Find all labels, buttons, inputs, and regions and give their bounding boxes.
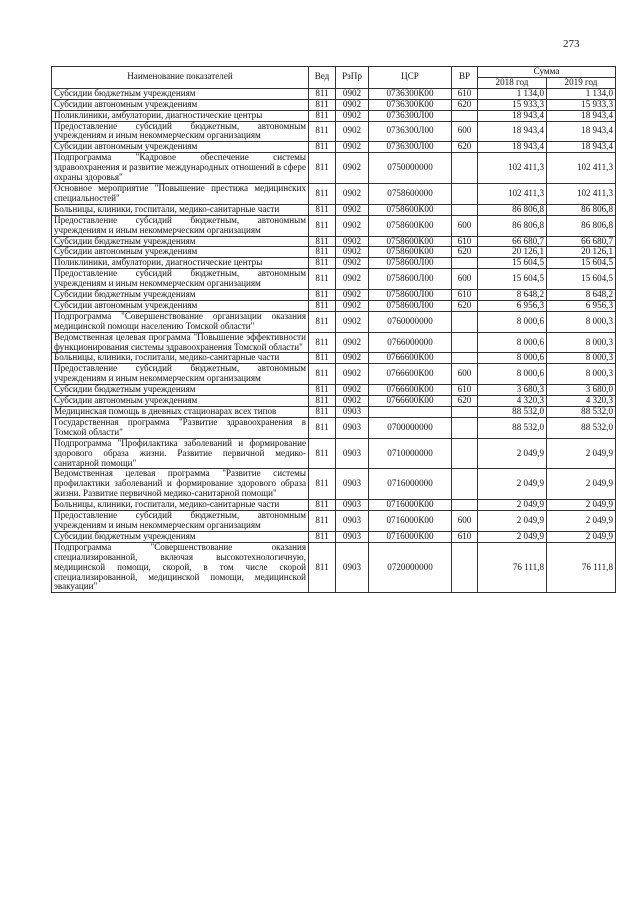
row-sum-2019: 18 943,4 bbox=[547, 110, 616, 121]
row-rzpr: 0902 bbox=[336, 247, 369, 258]
row-ved: 811 bbox=[309, 469, 336, 500]
row-sum-2018: 86 806,8 bbox=[478, 204, 547, 215]
row-rzpr: 0903 bbox=[336, 417, 369, 438]
row-name: Ведомственная целевая программа "Развитие системы профилактики заболеваний и формирование здорового образа жизни. Развитие первичной медико-санитарной помощи" bbox=[52, 469, 309, 500]
row-vr: 620 bbox=[452, 300, 478, 311]
row-ved: 811 bbox=[309, 142, 336, 153]
row-sum-2019: 15 604,5 bbox=[547, 269, 616, 290]
header-name: Наименование показателей bbox=[52, 67, 309, 89]
row-ved: 811 bbox=[309, 438, 336, 469]
row-vr bbox=[452, 332, 478, 353]
row-rzpr: 0903 bbox=[336, 469, 369, 500]
row-rzpr: 0902 bbox=[336, 300, 369, 311]
row-ved: 811 bbox=[309, 353, 336, 364]
row-sum-2018: 1 134,0 bbox=[478, 88, 547, 99]
row-sum-2018: 2 049,9 bbox=[478, 531, 547, 542]
row-vr bbox=[452, 469, 478, 500]
row-name: Больницы, клиники, госпитали, медико-санитарные части bbox=[52, 500, 309, 511]
row-sum-2018: 6 956,3 bbox=[478, 300, 547, 311]
row-vr bbox=[452, 353, 478, 364]
table-row bbox=[52, 500, 616, 511]
table-row bbox=[52, 511, 616, 532]
row-name: Субсидии автономным учреждениям bbox=[52, 300, 309, 311]
row-name: Субсидии бюджетным учреждениям bbox=[52, 385, 309, 396]
table-row bbox=[52, 364, 616, 385]
row-sum-2018: 102 411,3 bbox=[478, 153, 547, 184]
row-csr: 0766000000 bbox=[369, 332, 452, 353]
row-ved: 811 bbox=[309, 236, 336, 247]
row-csr: 0758600Л00 bbox=[369, 290, 452, 301]
row-vr: 600 bbox=[452, 511, 478, 532]
row-ved: 811 bbox=[309, 531, 336, 542]
row-sum-2019: 88 532,0 bbox=[547, 407, 616, 418]
row-name: Поликлиники, амбулатории, диагностические центры bbox=[52, 110, 309, 121]
row-sum-2019: 8 000,3 bbox=[547, 311, 616, 332]
row-name: Субсидии бюджетным учреждениям bbox=[52, 88, 309, 99]
table-row bbox=[52, 183, 616, 204]
row-ved: 811 bbox=[309, 99, 336, 110]
table-row bbox=[52, 110, 616, 121]
row-sum-2019: 1 134,0 bbox=[547, 88, 616, 99]
row-ved: 811 bbox=[309, 364, 336, 385]
row-ved: 811 bbox=[309, 542, 336, 593]
row-sum-2019: 20 126,1 bbox=[547, 247, 616, 258]
row-rzpr: 0902 bbox=[336, 269, 369, 290]
row-sum-2019: 2 049,9 bbox=[547, 500, 616, 511]
row-sum-2018: 20 126,1 bbox=[478, 247, 547, 258]
row-sum-2018: 15 604,5 bbox=[478, 269, 547, 290]
row-vr bbox=[452, 153, 478, 184]
row-csr: 0736300К00 bbox=[369, 99, 452, 110]
row-rzpr: 0903 bbox=[336, 438, 369, 469]
row-name: Больницы, клиники, госпитали, медико-санитарные части bbox=[52, 353, 309, 364]
row-ved: 811 bbox=[309, 215, 336, 236]
table-row bbox=[52, 88, 616, 99]
row-sum-2019: 76 111,8 bbox=[547, 542, 616, 593]
table-row bbox=[52, 142, 616, 153]
row-ved: 811 bbox=[309, 407, 336, 418]
row-rzpr: 0902 bbox=[336, 396, 369, 407]
header-vr: ВР bbox=[452, 67, 478, 89]
table-row bbox=[52, 332, 616, 353]
row-sum-2019: 2 049,9 bbox=[547, 511, 616, 532]
row-csr: 0766600К00 bbox=[369, 364, 452, 385]
row-csr: 0750000000 bbox=[369, 153, 452, 184]
row-vr bbox=[452, 407, 478, 418]
row-sum-2019: 8 000,3 bbox=[547, 364, 616, 385]
row-csr bbox=[369, 407, 452, 418]
row-rzpr: 0902 bbox=[336, 311, 369, 332]
row-rzpr: 0902 bbox=[336, 236, 369, 247]
row-ved: 811 bbox=[309, 396, 336, 407]
row-name: Предоставление субсидий бюджетным, автономным учреждениям и иным некоммерческим организациям bbox=[52, 511, 309, 532]
row-ved: 811 bbox=[309, 290, 336, 301]
row-csr: 0710000000 bbox=[369, 438, 452, 469]
table-body bbox=[52, 88, 616, 593]
row-sum-2019: 88 532,0 bbox=[547, 417, 616, 438]
row-sum-2019: 18 943,4 bbox=[547, 121, 616, 142]
row-sum-2018: 18 943,4 bbox=[478, 110, 547, 121]
header-year-2018: 2018 год bbox=[478, 77, 547, 88]
row-csr: 0716000К00 bbox=[369, 511, 452, 532]
row-vr: 620 bbox=[452, 247, 478, 258]
row-csr: 0758600000 bbox=[369, 183, 452, 204]
row-name: Субсидии автономным учреждениям bbox=[52, 396, 309, 407]
row-sum-2018: 66 680,7 bbox=[478, 236, 547, 247]
row-vr: 610 bbox=[452, 290, 478, 301]
row-ved: 811 bbox=[309, 385, 336, 396]
row-name: Субсидии бюджетным учреждениям bbox=[52, 531, 309, 542]
row-ved: 811 bbox=[309, 511, 336, 532]
table-row bbox=[52, 407, 616, 418]
row-rzpr: 0902 bbox=[336, 364, 369, 385]
row-sum-2018: 2 049,9 bbox=[478, 438, 547, 469]
table-row bbox=[52, 269, 616, 290]
row-csr: 0716000К00 bbox=[369, 500, 452, 511]
row-ved: 811 bbox=[309, 258, 336, 269]
row-vr: 610 bbox=[452, 531, 478, 542]
row-rzpr: 0903 bbox=[336, 500, 369, 511]
row-name: Больницы, клиники, госпитали, медико-санитарные части bbox=[52, 204, 309, 215]
row-sum-2019: 102 411,3 bbox=[547, 153, 616, 184]
row-csr: 0736300К00 bbox=[369, 88, 452, 99]
row-csr: 0760000000 bbox=[369, 311, 452, 332]
row-sum-2018: 102 411,3 bbox=[478, 183, 547, 204]
row-sum-2019: 8 000,3 bbox=[547, 353, 616, 364]
row-rzpr: 0902 bbox=[336, 183, 369, 204]
table-row bbox=[52, 311, 616, 332]
row-name: Субсидии автономным учреждениям bbox=[52, 247, 309, 258]
row-sum-2018: 18 943,4 bbox=[478, 121, 547, 142]
row-name: Субсидии автономным учреждениям bbox=[52, 99, 309, 110]
row-name: Подпрограмма "Совершенствование организации оказания медицинской помощи населению Томской области" bbox=[52, 311, 309, 332]
row-sum-2018: 88 532,0 bbox=[478, 407, 547, 418]
row-vr bbox=[452, 183, 478, 204]
row-rzpr: 0902 bbox=[336, 353, 369, 364]
table-row bbox=[52, 385, 616, 396]
row-vr bbox=[452, 542, 478, 593]
row-csr: 0766600К00 bbox=[369, 396, 452, 407]
row-vr: 620 bbox=[452, 99, 478, 110]
row-sum-2018: 8 000,6 bbox=[478, 332, 547, 353]
table-row bbox=[52, 121, 616, 142]
row-sum-2019: 8 000,3 bbox=[547, 332, 616, 353]
row-vr bbox=[452, 258, 478, 269]
row-vr: 610 bbox=[452, 236, 478, 247]
row-sum-2018: 88 532,0 bbox=[478, 417, 547, 438]
row-csr: 0720000000 bbox=[369, 542, 452, 593]
row-sum-2018: 8 000,6 bbox=[478, 311, 547, 332]
row-rzpr: 0902 bbox=[336, 153, 369, 184]
row-name: Предоставление субсидий бюджетным, автономным учреждениям и иным некоммерческим организациям bbox=[52, 121, 309, 142]
row-name: Подпрограмма "Профилактика заболеваний и формирование здорового образа жизни. Развитие первичной медико-санитарной помощи" bbox=[52, 438, 309, 469]
table-row bbox=[52, 258, 616, 269]
table-row bbox=[52, 531, 616, 542]
row-sum-2019: 18 943,4 bbox=[547, 142, 616, 153]
row-name: Субсидии бюджетным учреждениям bbox=[52, 290, 309, 301]
row-vr bbox=[452, 311, 478, 332]
row-vr: 620 bbox=[452, 142, 478, 153]
row-name: Государственная программа "Развитие здравоохранения в Томской области" bbox=[52, 417, 309, 438]
row-sum-2019: 3 680,0 bbox=[547, 385, 616, 396]
row-vr: 610 bbox=[452, 88, 478, 99]
row-csr: 0716000К00 bbox=[369, 531, 452, 542]
row-name: Субсидии бюджетным учреждениям bbox=[52, 236, 309, 247]
row-vr: 600 bbox=[452, 269, 478, 290]
table-row bbox=[52, 396, 616, 407]
row-sum-2018: 18 943,4 bbox=[478, 142, 547, 153]
row-sum-2019: 4 320,3 bbox=[547, 396, 616, 407]
row-rzpr: 0902 bbox=[336, 332, 369, 353]
page-number: 273 bbox=[563, 38, 580, 50]
row-csr: 0716000000 bbox=[369, 469, 452, 500]
row-csr: 0758600Л00 bbox=[369, 269, 452, 290]
row-sum-2019: 2 049,9 bbox=[547, 531, 616, 542]
row-csr: 0758600Л00 bbox=[369, 300, 452, 311]
row-sum-2019: 102 411,3 bbox=[547, 183, 616, 204]
row-sum-2018: 2 049,9 bbox=[478, 469, 547, 500]
row-name: Основное мероприятие "Повышение престижа медицинских специальностей" bbox=[52, 183, 309, 204]
row-rzpr: 0902 bbox=[336, 215, 369, 236]
row-sum-2018: 3 680,3 bbox=[478, 385, 547, 396]
row-sum-2018: 86 806,8 bbox=[478, 215, 547, 236]
row-csr: 0758600К00 bbox=[369, 215, 452, 236]
row-vr: 610 bbox=[452, 385, 478, 396]
row-sum-2019: 66 680,7 bbox=[547, 236, 616, 247]
header-sum: Сумма bbox=[478, 67, 616, 78]
table-row bbox=[52, 438, 616, 469]
row-vr bbox=[452, 417, 478, 438]
row-sum-2018: 2 049,9 bbox=[478, 511, 547, 532]
header-rzpr: РзПр bbox=[336, 67, 369, 89]
row-vr: 600 bbox=[452, 364, 478, 385]
header-csr: ЦСР bbox=[369, 67, 452, 89]
table-row bbox=[52, 99, 616, 110]
row-ved: 811 bbox=[309, 417, 336, 438]
row-vr bbox=[452, 438, 478, 469]
table-row bbox=[52, 353, 616, 364]
row-vr: 600 bbox=[452, 215, 478, 236]
row-csr: 0758600К00 bbox=[369, 204, 452, 215]
row-csr: 0736300Л00 bbox=[369, 121, 452, 142]
row-sum-2018: 15 933,3 bbox=[478, 99, 547, 110]
row-rzpr: 0902 bbox=[336, 88, 369, 99]
row-csr: 0736300Л00 bbox=[369, 110, 452, 121]
row-csr: 0758600К00 bbox=[369, 236, 452, 247]
table-row bbox=[52, 236, 616, 247]
row-ved: 811 bbox=[309, 121, 336, 142]
row-ved: 811 bbox=[309, 332, 336, 353]
row-ved: 811 bbox=[309, 311, 336, 332]
header-year-2019: 2019 год bbox=[547, 77, 616, 88]
row-sum-2018: 4 320,3 bbox=[478, 396, 547, 407]
row-ved: 811 bbox=[309, 153, 336, 184]
table-row bbox=[52, 542, 616, 593]
row-rzpr: 0903 bbox=[336, 511, 369, 532]
row-name: Поликлиники, амбулатории, диагностические центры bbox=[52, 258, 309, 269]
row-rzpr: 0902 bbox=[336, 290, 369, 301]
table-row bbox=[52, 204, 616, 215]
row-name: Субсидии автономным учреждениям bbox=[52, 142, 309, 153]
row-sum-2019: 15 933,3 bbox=[547, 99, 616, 110]
row-sum-2018: 2 049,9 bbox=[478, 500, 547, 511]
table-row bbox=[52, 300, 616, 311]
row-ved: 811 bbox=[309, 247, 336, 258]
row-ved: 811 bbox=[309, 183, 336, 204]
row-ved: 811 bbox=[309, 110, 336, 121]
row-name: Предоставление субсидий бюджетным, автономным учреждениям и иным некоммерческим организациям bbox=[52, 269, 309, 290]
table-row bbox=[52, 469, 616, 500]
row-csr: 0758600Л00 bbox=[369, 258, 452, 269]
row-ved: 811 bbox=[309, 88, 336, 99]
row-rzpr: 0902 bbox=[336, 142, 369, 153]
row-rzpr: 0902 bbox=[336, 204, 369, 215]
row-sum-2018: 8 000,6 bbox=[478, 364, 547, 385]
row-sum-2019: 15 604,5 bbox=[547, 258, 616, 269]
row-rzpr: 0902 bbox=[336, 385, 369, 396]
budget-table bbox=[51, 66, 616, 593]
row-sum-2019: 6 956,3 bbox=[547, 300, 616, 311]
row-vr: 600 bbox=[452, 121, 478, 142]
row-rzpr: 0902 bbox=[336, 99, 369, 110]
row-name: Предоставление субсидий бюджетным, автономным учреждениям и иным некоммерческим организациям bbox=[52, 215, 309, 236]
header-ved: Вед bbox=[309, 67, 336, 89]
row-rzpr: 0902 bbox=[336, 121, 369, 142]
row-sum-2019: 86 806,8 bbox=[547, 204, 616, 215]
row-csr: 0736300Л00 bbox=[369, 142, 452, 153]
row-sum-2019: 8 648,2 bbox=[547, 290, 616, 301]
row-ved: 811 bbox=[309, 500, 336, 511]
table-row bbox=[52, 215, 616, 236]
table-row bbox=[52, 247, 616, 258]
row-name: Подпрограмма "Кадровое обеспечение системы здравоохранения и развитие международных отношений в сфере охраны здоровья" bbox=[52, 153, 309, 184]
row-sum-2019: 86 806,8 bbox=[547, 215, 616, 236]
table-row bbox=[52, 417, 616, 438]
row-name: Предоставление субсидий бюджетным, автономным учреждениям и иным некоммерческим организациям bbox=[52, 364, 309, 385]
row-name: Подпрограмма "Совершенствование оказания специализированной, включая высокотехнологичную, медицинской помощи, скорой, в том числе скорой специализированной, медицинской помощи, медицинской эвакуации" bbox=[52, 542, 309, 593]
row-sum-2019: 2 049,9 bbox=[547, 438, 616, 469]
row-rzpr: 0902 bbox=[336, 258, 369, 269]
row-csr: 0766600К00 bbox=[369, 353, 452, 364]
row-name: Ведомственная целевая программа "Повышение эффективности функционирования системы здравоохранения Томской области" bbox=[52, 332, 309, 353]
row-csr: 0766600К00 bbox=[369, 385, 452, 396]
row-rzpr: 0903 bbox=[336, 407, 369, 418]
row-ved: 811 bbox=[309, 204, 336, 215]
row-ved: 811 bbox=[309, 300, 336, 311]
row-vr: 620 bbox=[452, 396, 478, 407]
row-vr bbox=[452, 204, 478, 215]
row-rzpr: 0903 bbox=[336, 531, 369, 542]
row-rzpr: 0903 bbox=[336, 542, 369, 593]
row-rzpr: 0902 bbox=[336, 110, 369, 121]
row-csr: 0700000000 bbox=[369, 417, 452, 438]
row-name: Медицинская помощь в дневных стационарах всех типов bbox=[52, 407, 309, 418]
row-vr bbox=[452, 110, 478, 121]
row-sum-2018: 8 648,2 bbox=[478, 290, 547, 301]
row-sum-2019: 2 049,9 bbox=[547, 469, 616, 500]
row-ved: 811 bbox=[309, 269, 336, 290]
row-sum-2018: 8 000,6 bbox=[478, 353, 547, 364]
row-sum-2018: 76 111,8 bbox=[478, 542, 547, 593]
table-row bbox=[52, 153, 616, 184]
row-sum-2018: 15 604,5 bbox=[478, 258, 547, 269]
row-vr bbox=[452, 500, 478, 511]
table-row bbox=[52, 290, 616, 301]
row-csr: 0758600К00 bbox=[369, 247, 452, 258]
